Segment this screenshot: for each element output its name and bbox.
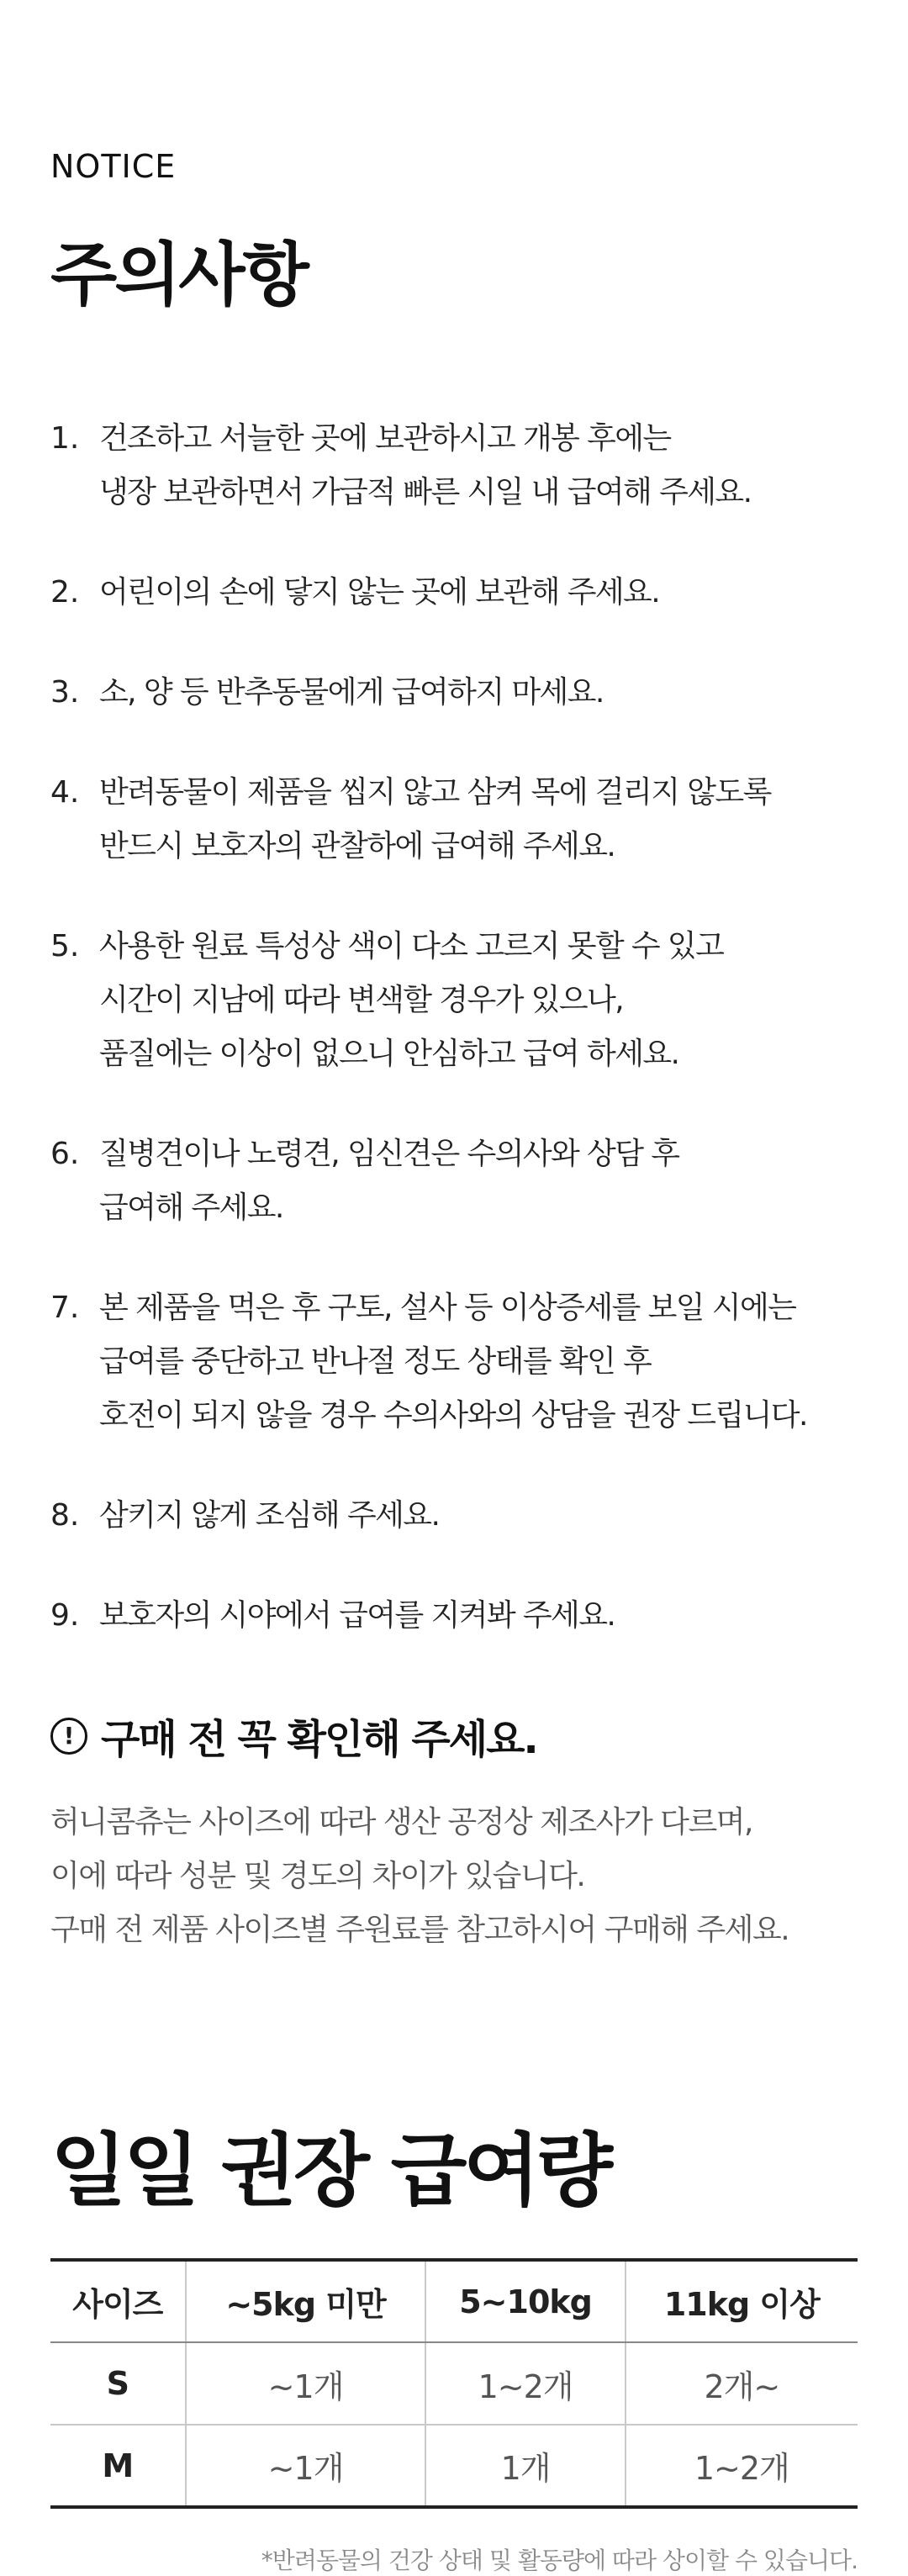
feeding-table	[50, 2258, 858, 2509]
table-cell-size: S	[50, 2342, 186, 2425]
purchase-check-line: 허니콤츄는 사이즈에 따라 생산 공정상 제조사가 다르며,	[50, 1805, 752, 1840]
list-item-text	[99, 766, 874, 874]
list-item-line: 건조하고 서늘한 곳에 보관하시고 개봉 후에는	[99, 421, 671, 456]
list-item	[50, 766, 874, 874]
list-item	[50, 1281, 874, 1443]
alert-circle-icon: !	[50, 1718, 87, 1755]
table-cell: ~1개	[186, 2425, 426, 2507]
list-item-line: 본 제품을 먹은 후 구토, 설사 등 이상증세를 보일 시에는	[99, 1291, 796, 1325]
list-item-line: 사용한 원료 특성상 색이 다소 고르지 못할 수 있고	[99, 929, 724, 963]
purchase-check-heading	[50, 1707, 537, 1765]
list-item-text	[99, 1589, 874, 1643]
table-cell: 2개~	[626, 2342, 858, 2425]
list-item	[50, 666, 874, 720]
table-row	[50, 2425, 858, 2507]
list-item-line: 호전이 되지 않을 경우 수의사와의 상담을 권장 드립니다.	[99, 1398, 807, 1433]
list-item-number: 3.	[50, 675, 80, 710]
list-item	[50, 920, 874, 1081]
table-header-row	[50, 2260, 858, 2342]
table-row	[50, 2342, 858, 2425]
list-item	[50, 412, 874, 520]
table-cell: 1개	[425, 2425, 625, 2507]
list-item-number: 9.	[50, 1598, 80, 1633]
purchase-check-body	[50, 1796, 789, 1957]
list-item-line: 급여를 중단하고 반나절 정도 상태를 확인 후	[99, 1344, 652, 1379]
list-item-line: 냉장 보관하면서 가급적 빠른 시일 내 급여해 주세요.	[99, 475, 752, 509]
header-5-10kg: 5~10kg	[425, 2260, 625, 2342]
purchase-check-line: 구매 전 제품 사이즈별 주원료를 참고하시어 구매해 주세요.	[50, 1913, 789, 1947]
purchase-check-title: 구매 전 꼭 확인해 주세요.	[101, 1716, 537, 1763]
header-under-5kg: ~5kg 미만	[186, 2260, 426, 2342]
list-item-line: 반드시 보호자의 관찰하에 급여해 주세요.	[99, 829, 615, 863]
list-item-number: 1.	[50, 421, 80, 456]
notice-label: NOTICE	[50, 148, 177, 185]
list-item-line: 시간이 지남에 따라 변색할 경우가 있으나,	[99, 983, 624, 1017]
list-item-text	[99, 1127, 874, 1235]
table-cell: 1~2개	[425, 2342, 625, 2425]
list-item-text	[99, 566, 874, 620]
list-item-line: 질병견이나 노령견, 임신견은 수의사와 상담 후	[99, 1137, 679, 1171]
list-item-number: 6.	[50, 1137, 80, 1171]
page-title: 주의사항	[50, 235, 307, 315]
list-item	[50, 1489, 874, 1543]
list-item-number: 2.	[50, 575, 80, 610]
table-cell: 1~2개	[626, 2425, 858, 2507]
list-item	[50, 1589, 874, 1643]
table-cell: ~1개	[186, 2342, 426, 2425]
list-item-number: 8.	[50, 1498, 80, 1533]
table-cell-size: M	[102, 2447, 134, 2484]
purchase-check-line: 이에 따라 성분 및 경도의 차이가 있습니다.	[50, 1859, 585, 1893]
list-item	[50, 566, 874, 620]
list-item-number: 4.	[50, 775, 80, 810]
header-over-11kg: 11kg 이상	[626, 2260, 858, 2342]
list-item-line: 소, 양 등 반추동물에게 급여하지 마세요.	[99, 675, 604, 710]
header-size: 사이즈	[50, 2260, 186, 2342]
list-item-line: 품질에는 이상이 없으니 안심하고 급여 하세요.	[99, 1037, 679, 1071]
list-item-text	[99, 1281, 874, 1443]
list-item-line: 급여해 주세요.	[99, 1190, 283, 1225]
list-item-text	[99, 412, 874, 520]
feeding-footnote: *반려동물의 건강 상태 및 활동량에 따라 상이할 수 있습니다.	[261, 2547, 858, 2574]
list-item-number: 5.	[50, 929, 80, 963]
list-item	[50, 1127, 874, 1235]
list-item-line: 삼키지 않게 조심해 주세요.	[99, 1498, 440, 1533]
list-item-number: 7.	[50, 1291, 80, 1325]
list-item-text	[99, 920, 874, 1081]
caution-list	[50, 412, 874, 1689]
list-item-text	[99, 666, 874, 720]
list-item-line: 보호자의 시야에서 급여를 지켜봐 주세요.	[99, 1598, 615, 1633]
feeding-title: 일일 권장 급여량	[50, 2125, 610, 2217]
list-item-line: 어린이의 손에 닿지 않는 곳에 보관해 주세요.	[99, 575, 660, 610]
list-item-line: 반려동물이 제품을 씹지 않고 삼켜 목에 걸리지 않도록	[99, 775, 771, 810]
list-item-text	[99, 1489, 874, 1543]
